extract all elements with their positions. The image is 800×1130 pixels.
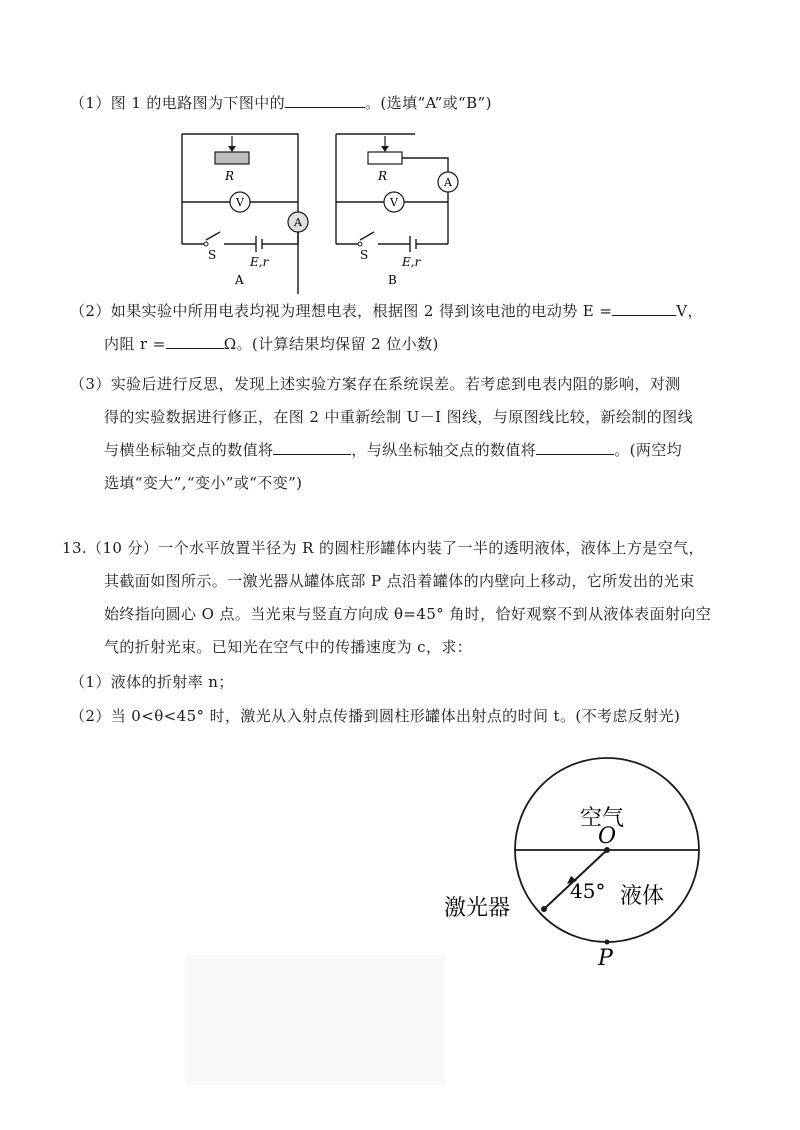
caption-a: A xyxy=(235,273,244,287)
label-S-b: S xyxy=(360,248,369,262)
tank-figure xyxy=(430,755,730,975)
rheostat-b xyxy=(368,152,402,164)
q12-part3-line3 xyxy=(104,439,682,460)
q12-part3-line1 xyxy=(70,373,681,394)
label-A: A xyxy=(294,216,302,229)
label-V: V xyxy=(236,196,244,209)
answer-blank-1[interactable] xyxy=(285,93,365,108)
circuit-diagrams xyxy=(170,122,470,294)
label-angle: 45° xyxy=(570,879,606,903)
answer-blank-x-intercept[interactable] xyxy=(273,440,351,455)
q12-part3-line2: 得的实验数据进行修正，在图 2 中重新绘制 U－I 图线，与原图线比较，新绘制的图线 xyxy=(104,408,693,426)
label-A-b: A xyxy=(444,176,452,189)
scan-smudge xyxy=(185,955,445,1085)
q12-part1 xyxy=(70,92,492,113)
q13-line3: 始终指向圆心 O 点。当光束与竖直方向成 θ=45° 角时，恰好观察不到从液体表面射向空 xyxy=(104,605,712,623)
switch-pivot-a xyxy=(204,242,208,246)
label-Er-b: E,r xyxy=(402,255,421,269)
part-number: （3） xyxy=(70,375,111,393)
q13-line2: 其截面如图所示。一激光器从罐体底部 P 点沿着罐体的内壁向上移动，它所发出的光束 xyxy=(104,572,695,590)
q12-part3-text-b: ，与纵坐标轴交点的数值将 xyxy=(351,441,537,459)
label-laser: 激光器 xyxy=(444,896,511,921)
q12-part2-line2 xyxy=(104,333,439,354)
q13-header: 13.（10 分）一个水平放置半径为 R 的圆柱形罐体内装了一半的透明液体，液体上方是空气， xyxy=(62,539,704,557)
label-R: R xyxy=(225,169,235,183)
q12-part2-line1 xyxy=(70,300,703,321)
q12-part2-resistance-label: 内阻 r = xyxy=(104,335,166,353)
caption-b: B xyxy=(388,273,397,287)
q12-part1-text: 图 1 的电路图为下图中的 xyxy=(110,94,286,112)
label-center-o: O xyxy=(598,824,617,849)
point-p-marker xyxy=(605,940,610,945)
rheostat-a xyxy=(215,152,249,164)
q12-part3-text-c: 。(两空均 xyxy=(614,441,683,459)
label-S: S xyxy=(208,248,217,262)
answer-blank-y-intercept[interactable] xyxy=(536,440,614,455)
q13-sub2: （2）当 0<θ<45° 时，激光从入射点传播到圆柱形罐体出射点的时间 t。(不考虑反射光) xyxy=(70,707,681,725)
q13-sub1: （1）液体的折射率 n； xyxy=(70,673,234,691)
q12-part3-line4: 选填“变大”,“变小”或“不变”) xyxy=(104,474,303,492)
laser-point xyxy=(541,906,547,912)
answer-blank-resistance[interactable] xyxy=(166,334,224,349)
label-liquid: 液体 xyxy=(620,884,665,909)
q12-part2-unit-v: V， xyxy=(676,302,703,320)
q12-part1-tail: 。(选填“A”或“B”) xyxy=(365,94,492,112)
slider-arrow-b xyxy=(381,146,389,152)
q12-part3-text-a: 与横坐标轴交点的数值将 xyxy=(104,441,274,459)
label-R-b: R xyxy=(378,169,388,183)
part-number: （2） xyxy=(70,302,111,320)
q12-part2-text: 如果实验中所用电表均视为理想电表，根据图 2 得到该电池的电动势 E = xyxy=(110,302,613,320)
q12-part2-tail: Ω。(计算结果均保留 2 位小数) xyxy=(223,335,439,353)
q13-line4: 气的折射光束。已知光在空气中的传播速度为 c，求： xyxy=(104,638,473,656)
answer-blank-emf[interactable] xyxy=(612,301,676,316)
label-p: P xyxy=(598,946,613,971)
label-Er: E,r xyxy=(250,255,269,269)
label-air: 空气 xyxy=(580,806,625,831)
part-number: （1） xyxy=(70,94,111,112)
switch-pivot-b xyxy=(358,242,362,246)
slider-arrow-a xyxy=(228,146,236,152)
q12-part3-text: 实验后进行反思，发现上述实验方案存在系统误差。若考虑到电表内阻的影响，对测 xyxy=(110,375,681,393)
label-V-b: V xyxy=(390,196,398,209)
